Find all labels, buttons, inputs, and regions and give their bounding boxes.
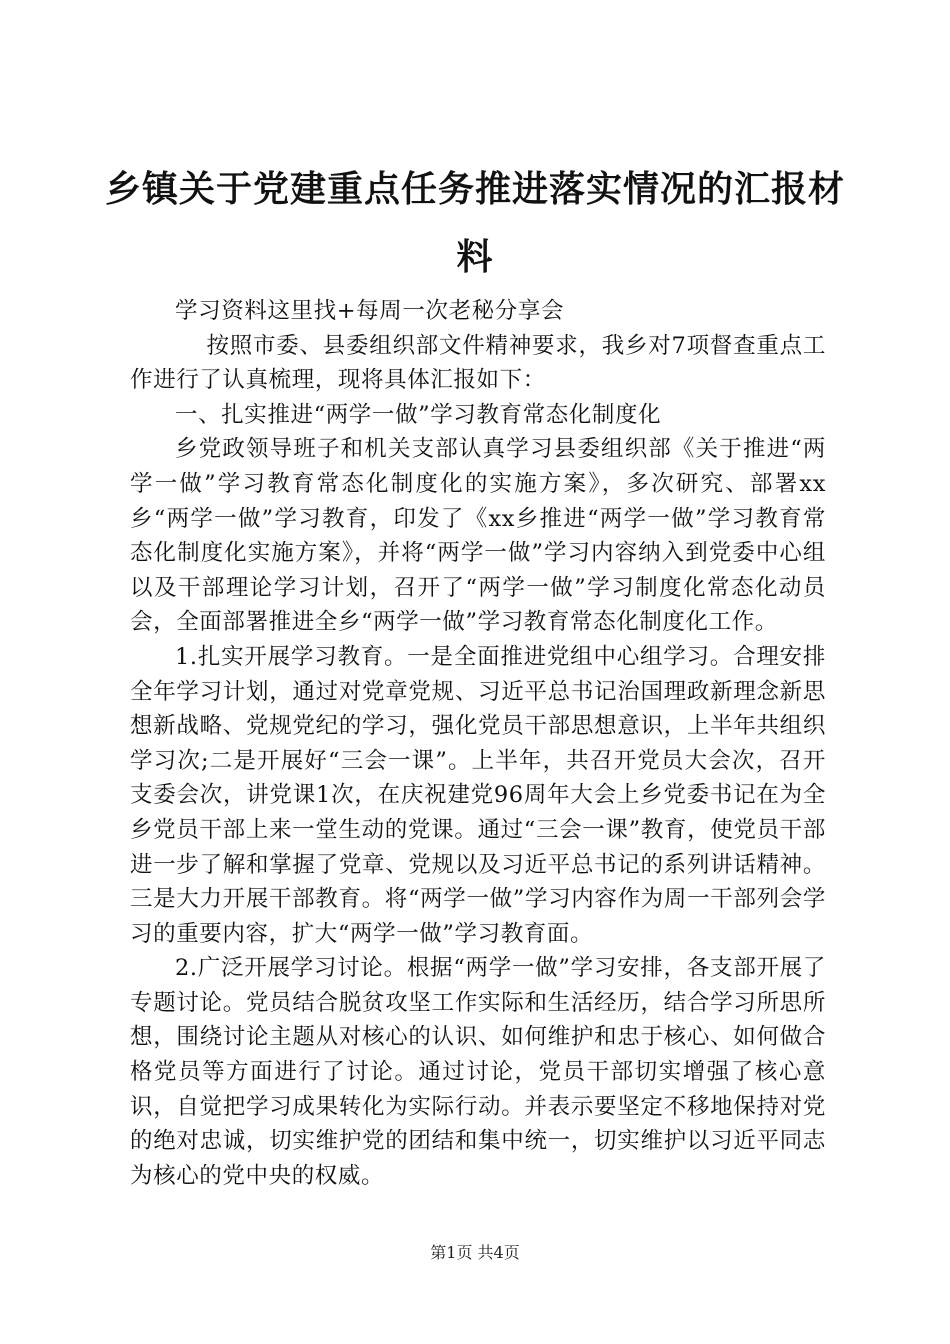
body-paragraph: 2.广泛开展学习讨论。根据“两学一做”学习安排，各支部开展了专题讨论。党员结合脱贫攻坚工作实际和生活经历，结合学习所思所想，围绕讨论主题从对核心的认识、如何维护和忠于核心、如何做合格党员等方面进行了讨论。通过讨论，党员干部切实增强了核心意识，自觉把学习成果转化为实际行动。并表示要坚定不移地保持对党的绝对忠诚，切实维护党的团结和集中统一，切实维护以习近平同志为核心的党中央的权威。: [130, 955, 826, 1189]
body-paragraph: 1.扎实开展学习教育。一是全面推进党组中心组学习。合理安排全年学习计划，通过对党章党规、习近平总书记治国理政新理念新思想新战略、党规党纪的学习，强化党员干部思想意识，上半年共组织学习次;二是开展好“三会一课”。上半年，共召开党员大会次，召开支委会次，讲党课1次，在庆祝建党96周年大会上乡党委书记在为全乡党员干部上来一堂生动的党课。通过“三会一课”教育，使党员干部进一步了解和掌握了党章、党规以及习近平总书记的系列讲话精神。三是大力开展干部教育。将“两学一做”学习内容作为周一干部列会学习的重要内容，扩大“两学一做”学习教育面。: [130, 643, 826, 947]
intro-paragraph: 按照市委、县委组织部文件精神要求，我乡对7项督查重点工作进行了认真梳理，现将具体汇报如下：: [130, 332, 826, 394]
document-title: 乡镇关于党建重点任务推进落实情况的汇报材料: [104, 169, 845, 278]
document-body: [130, 294, 826, 1193]
source-line: 学习资料这里找+每周一次老秘分享会: [175, 298, 565, 324]
page-footer: 第1页 共4页: [430, 1243, 520, 1262]
section-heading-1: 一、扎实推进“两学一做”学习教育常态化制度化: [175, 401, 662, 428]
body-paragraph: 乡党政领导班子和机关支部认真学习县委组织部《关于推进“两学一做”学习教育常态化制度化的实施方案》，多次研究、部署xx乡“两学一做”学习教育，印发了《xx乡推进“两学一做”学习教育常态化制度化实施方案》，并将“两学一做”学习内容纳入到党委中心组以及干部理论学习计划，召开了“两学一做”学习制度化常态化动员会，全面部署推进全乡“两学一做”学习教育常态化制度化工作。: [130, 436, 826, 636]
